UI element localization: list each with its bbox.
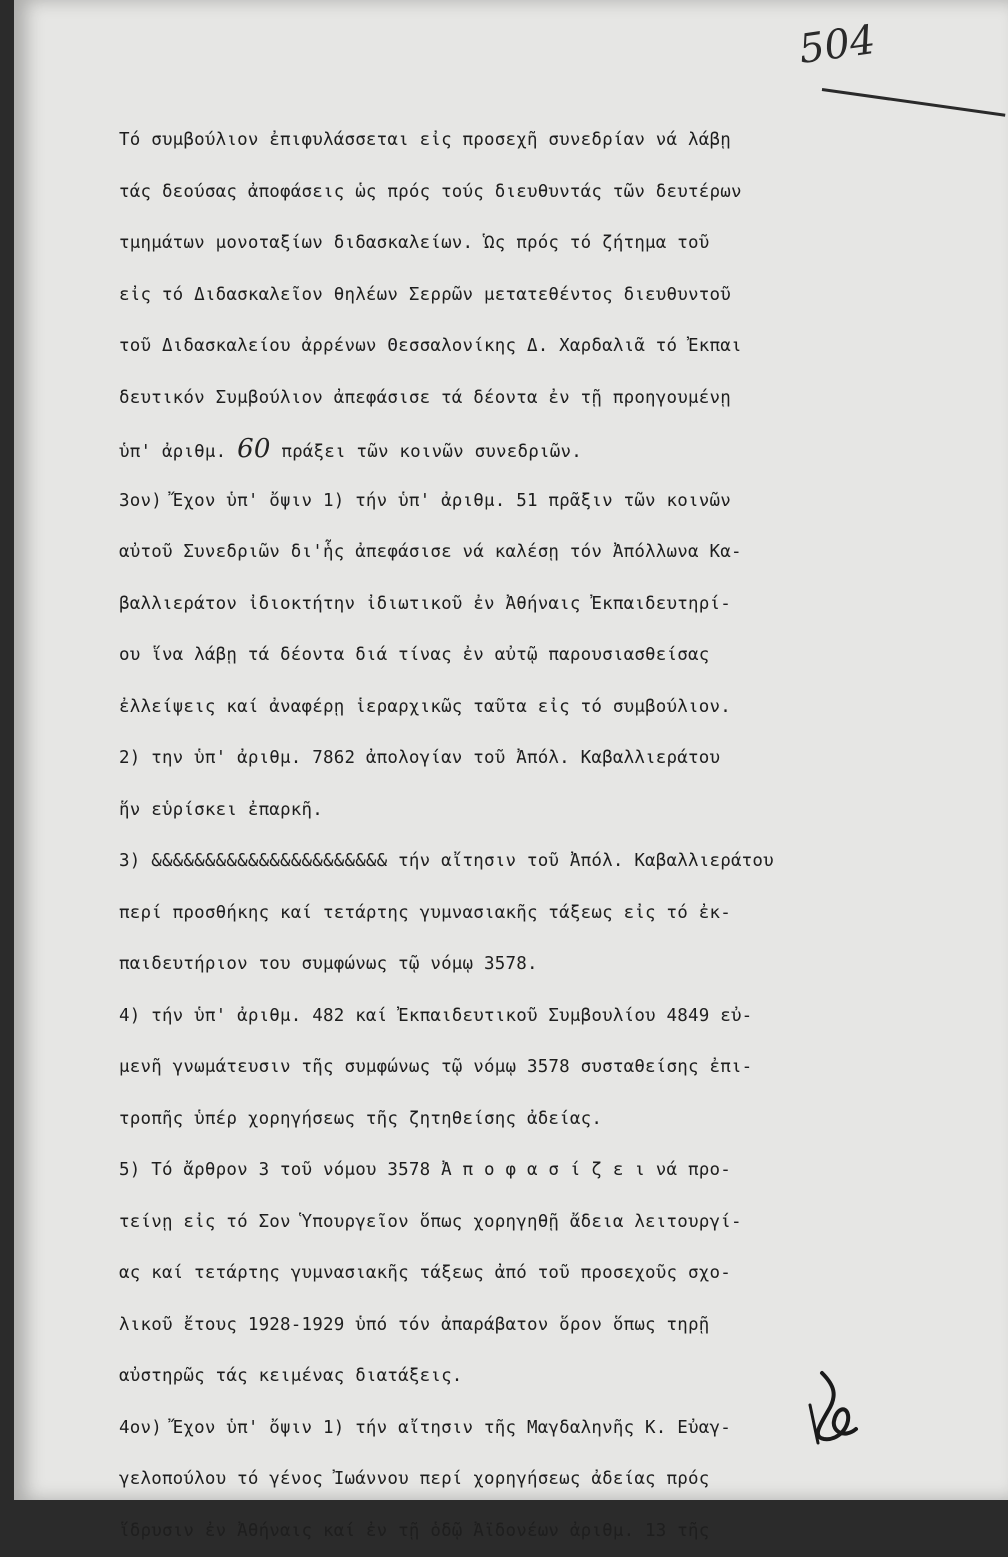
text-line: [119, 1094, 989, 1146]
text-line: [119, 1506, 989, 1557]
text-line: [119, 785, 989, 837]
handwritten-signature-mark: [804, 1365, 864, 1445]
text-line: [119, 630, 989, 682]
handwritten-underline: [822, 88, 1006, 117]
text-line: [119, 1197, 989, 1249]
text-line: [119, 476, 989, 528]
line-segment: ας καί τετάρτης γυμνασιακῆς τάξεως ἀπό τοῦ προσεχοῦς σχο-: [119, 1263, 731, 1283]
line-segment: βαλλιεράτον ἰδιοκτήτην ἰδιωτικοῦ ἐν Ἀθήναις Ἐκπαιδευτηρί-: [119, 594, 731, 614]
line-segment: τείνῃ εἰς τό Σον Ὑπουργεῖον ὅπως χορηγηθῇ ἄδεια λειτουργί-: [119, 1212, 742, 1232]
text-line: [119, 579, 989, 631]
text-line: [119, 321, 989, 373]
line-segment: μενῆ γνωμάτευσιν τῆς συμφώνως τῷ νόμῳ 3578 συσταθείσης ἐπι-: [119, 1057, 752, 1077]
line-segment: ου ἵνα λάβῃ τά δέοντα διά τίνας ἐν αὐτῷ παρουσιασθείσας: [119, 645, 709, 665]
text-line: [119, 373, 989, 425]
line-segment: 3ον) Ἔχον ὑπ' ὄψιν 1) τήν ὑπ' ἀριθμ. 51 πρᾶξιν τῶν κοινῶν: [119, 491, 731, 511]
handwritten-page-number: 504: [796, 17, 878, 73]
text-line: [119, 1300, 989, 1352]
text-line: [119, 682, 989, 734]
line-segment: γελοπούλου τό γένος Ἰωάννου περί χορηγήσεως ἀδείας πρός: [119, 1469, 709, 1489]
text-line: [119, 733, 989, 785]
line-segment: λικοῦ ἔτους 1928-1929 ὑπό τόν ἀπαράβατον ὅρον ὅπως τηρῇ: [119, 1315, 709, 1335]
line-segment: παιδευτήριον του συμφώνως τῷ νόμῳ 3578.: [119, 954, 538, 974]
line-segment: 4) τήν ὑπ' ἀριθμ. 482 καί Ἐκπαιδευτικοῦ Συμβουλίου 4849 εὐ-: [119, 1006, 752, 1026]
line-segment: τμημάτων μονοταξίων διδασκαλείων. Ὡς πρός τό ζήτημα τοῦ: [119, 233, 709, 253]
text-line: [119, 991, 989, 1043]
line-segment: τροπῆς ὑπέρ χορηγήσεως τῆς ζητηθείσης ἀδείας.: [119, 1109, 602, 1129]
line-segment: τοῦ Διδασκαλείου ἀρρένων Θεσσαλονίκης Δ. Χαρδαλιᾶ τό Ἐκπαι: [119, 336, 742, 356]
line-segment: 3) &&&&&&&&&&&&&&&&&&&&&& τήν αἴτησιν τοῦ Ἀπόλ. Καβαλλιεράτου: [119, 851, 774, 871]
line-segment: 5) Τό ἄρθρον 3 τοῦ νόμου 3578 Ἀ π ο φ α σ ί ζ ε ι νά προ-: [119, 1160, 731, 1180]
line-segment: εἰς τό Διδασκαλεῖον θηλέων Σερρῶν μετατεθέντος διευθυντοῦ: [119, 285, 731, 305]
text-line: [119, 1454, 989, 1506]
line-segment: πράξει τῶν κοινῶν συνεδριῶν.: [271, 442, 582, 462]
text-line: [119, 218, 989, 270]
text-line: [119, 424, 989, 476]
text-line: [119, 1145, 989, 1197]
line-segment: ἐλλείψεις καί ἀναφέρῃ ἱεραρχικῶς ταῦτα εἰς τό συμβούλιον.: [119, 697, 731, 717]
text-line: [119, 167, 989, 219]
text-line: [119, 1248, 989, 1300]
text-line: [119, 836, 989, 888]
document-page: [14, 0, 1008, 1500]
typewritten-text: [119, 115, 989, 1557]
text-line: [119, 115, 989, 167]
line-segment: δευτικόν Συμβούλιον ἀπεφάσισε τά δέοντα ἐν τῇ προηγουμένῃ: [119, 388, 731, 408]
line-segment: αὐτοῦ Συνεδριῶν δι'ἧς ἀπεφάσισε νά καλέσῃ τόν Ἀπόλλωνα Κα-: [119, 542, 742, 562]
handwritten-number: 60: [237, 434, 270, 464]
line-segment: περί προσθήκης καί τετάρτης γυμνασιακῆς τάξεως εἰς τό ἐκ-: [119, 903, 731, 923]
text-line: [119, 888, 989, 940]
text-line: [119, 939, 989, 991]
line-segment: τάς δεούσας ἀποφάσεις ὡς πρός τούς διευθυντάς τῶν δευτέρων: [119, 182, 742, 202]
text-line: [119, 1042, 989, 1094]
text-line: [119, 270, 989, 322]
line-segment: ἵδρυσιν ἐν Ἀθήναις καί ἐν τῇ ὁδῷ Ἀϊδονέων ἀριθμ. 13 τῆς: [119, 1521, 709, 1541]
line-segment: ἥν εὑρίσκει ἐπαρκῆ.: [119, 800, 323, 820]
text-line: [119, 527, 989, 579]
line-segment: 4ον) Ἔχον ὑπ' ὄψιν 1) τήν αἴτησιν τῆς Μαγδαληνῆς Κ. Εὐαγ-: [119, 1418, 731, 1438]
line-segment: 2) την ὑπ' ἀριθμ. 7862 ἀπολογίαν τοῦ Ἀπόλ. Καβαλλιεράτου: [119, 748, 720, 768]
line-segment: αὐστηρῶς τάς κειμένας διατάξεις.: [119, 1366, 463, 1386]
line-segment: Τό συμβούλιον ἐπιφυλάσσεται εἰς προσεχῆ συνεδρίαν νά λάβῃ: [119, 130, 731, 150]
line-segment: ὑπ' ἀριθμ.: [119, 442, 237, 462]
